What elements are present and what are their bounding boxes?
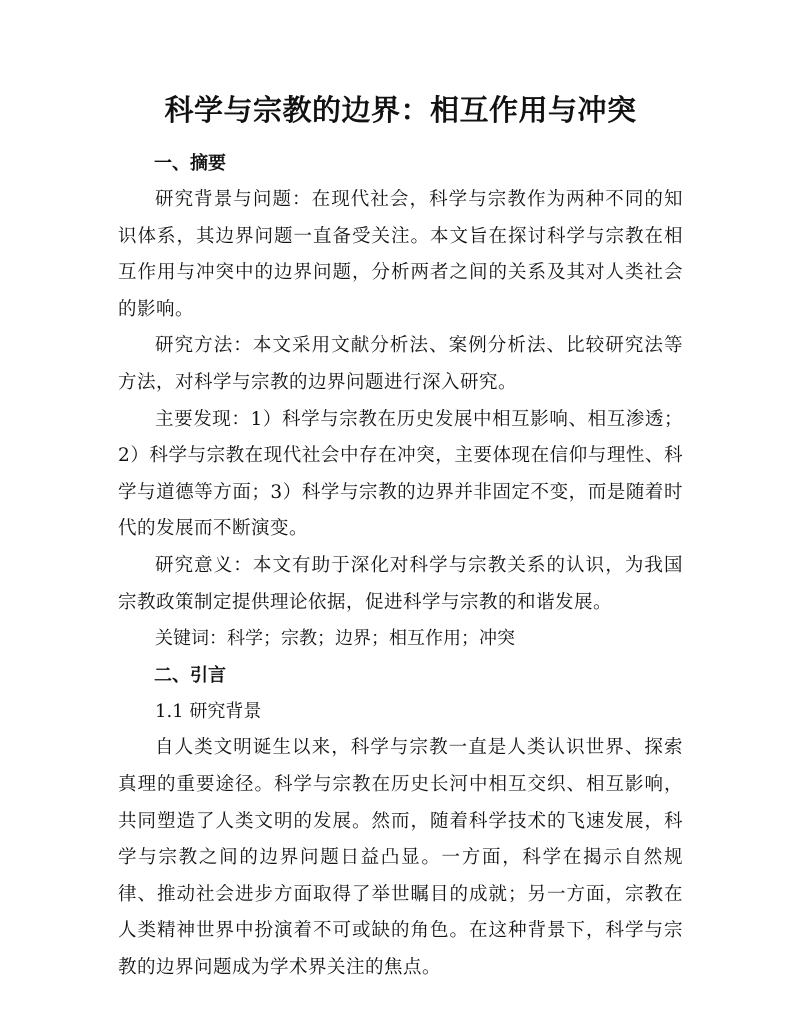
intro-heading: 二、引言: [154, 664, 226, 686]
intro-subheading: 1.1 研究背景: [155, 700, 262, 722]
document-title: 科学与宗教的边界：相互作用与冲突: [164, 93, 637, 127]
keywords-line: 关键词：科学；宗教；边界；相互作用；冲突: [155, 628, 515, 650]
abstract-background-paragraph: 研究背景与问题：在现代社会，科学与宗教作为两种不同的知识体系，其边界问题一直备受关注。本文旨在探讨科学与宗教在相互作用与冲突中的边界问题，分析两者之间的关系及其对人类社会的影响。: [118, 189, 683, 320]
intro-paragraph: 自人类文明诞生以来，科学与宗教一直是人类认识世界、探索真理的重要途径。科学与宗教在历史长河中相互交织、相互影响，共同塑造了人类文明的发展。然而，随着科学技术的飞速发展，科学与宗教之间的边界问题日益凸显。一方面，科学在揭示自然规律、推动社会进步方面取得了举世瞩目的成就；另一方面，宗教在人类精神世界中扮演着不可或缺的角色。在这种背景下，科学与宗教的边界问题成为学术界关注的焦点。: [118, 737, 683, 978]
document-page: [118, 88, 683, 986]
abstract-heading: 一、摘要: [154, 153, 226, 174]
abstract-significance-paragraph: 研究意义：本文有助于深化对科学与宗教关系的认识，为我国宗教政策制定提供理论依据，促进科学与宗教的和谐发展。: [118, 554, 683, 613]
abstract-methods-paragraph: 研究方法：本文采用文献分析法、案例分析法、比较研究法等方法，对科学与宗教的边界问题进行深入研究。: [118, 335, 683, 393]
abstract-findings-paragraph: 主要发现：1）科学与宗教在历史发展中相互影响、相互渗透；2）科学与宗教在现代社会中存在冲突，主要体现在信仰与理性、科学与道德等方面；3）科学与宗教的边界并非固定不变，而是随着时代的发展而不断演变。: [118, 408, 683, 540]
